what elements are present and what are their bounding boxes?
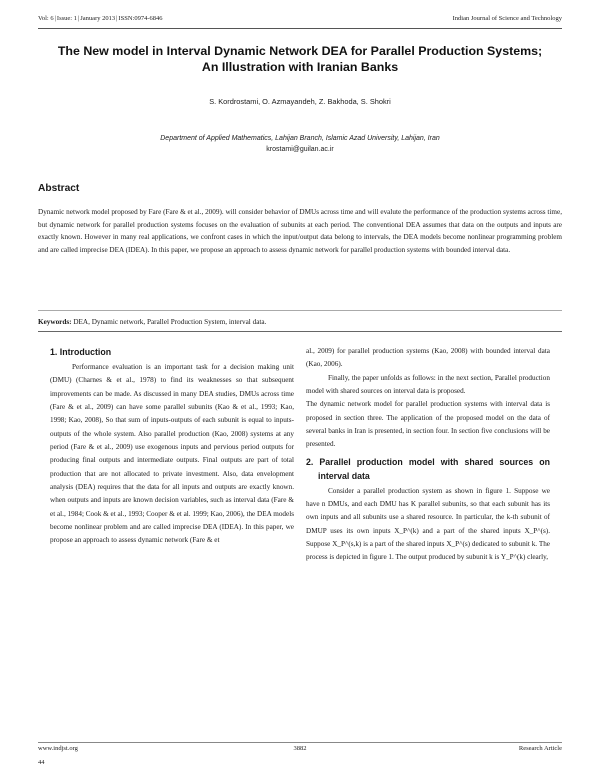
keywords-rule-bottom bbox=[38, 331, 562, 332]
title-line-1: The New model in Interval Dynamic Network DEA for Parallel Production Systems; bbox=[57, 44, 543, 58]
header-date: January 2013 bbox=[80, 15, 116, 22]
footer-article-type: Research Article bbox=[518, 745, 562, 752]
header-issue: Issue: 1 bbox=[56, 15, 77, 22]
right-column bbox=[306, 345, 550, 565]
running-footer bbox=[38, 745, 562, 757]
title-line-2: An Illustration with Iranian Banks bbox=[201, 60, 399, 74]
intro-paragraph-3: The dynamic network model for parallel production systems with interval data is proposed in section three. The application of the proposed model on the data of several banks in Iran is presented, in section four. In section five conclusions will be presented. bbox=[306, 400, 550, 449]
footer-page: 3882 bbox=[293, 745, 307, 752]
left-column bbox=[50, 345, 294, 548]
intro-paragraph-2: Finally, the paper unfolds as follows: in the next section, Parallel production model with shared sources on interval data is proposed. bbox=[306, 373, 550, 396]
abstract-heading: Abstract bbox=[38, 183, 80, 194]
author-email: krostami@guilan.ac.ir bbox=[266, 146, 334, 153]
paper-title bbox=[30, 43, 570, 75]
header-journal: Indian Journal of Science and Technology bbox=[452, 15, 562, 22]
keywords-rule-top bbox=[38, 310, 562, 311]
abstract-text: Dynamic network model proposed by Fare (Fare & et al., 2009). will consider behavior of DMUs across time and will evalute the performance of the production systems across time, but dynamic network for parallel production systems focuses on the evaluation of subunits at each period. The conventional DEA assumes that data on the outputs and inputs are exactly known. However in many real applications, we confront cases in which the input/output data belong to intervals, the DEA models become nonlinear programming problem and are called imprecise DEA (IDEA). In this paper, we propose an approach to assess dynamic network for parallel production systems with bounded interval data. bbox=[38, 208, 562, 254]
affiliation: Department of Applied Mathematics, Lahijan Branch, Islamic Azad University, Lahijan, Iran bbox=[160, 135, 440, 142]
header-vol: Vol: 6 bbox=[38, 15, 54, 22]
footer-site: www.indjst.org bbox=[38, 745, 78, 752]
header-issue-info: Vol: 6|Issue: 1|January 2013|ISSN:0974-6846 bbox=[38, 15, 163, 22]
authors: S. Kordrostami, O. Azmayandeh, Z. Bakhoda, S. Shokri bbox=[209, 97, 391, 106]
running-header bbox=[38, 15, 562, 27]
keywords-label: Keywords: bbox=[38, 318, 72, 326]
keywords bbox=[38, 318, 266, 326]
intro-paragraph-1: Performance evaluation is an important task for a decision making unit (DMU) (Charnes & et al., 1978) to find its weaknesses so that subsequent improvements can be made. As discussed in many DEA studies, DMUs across time (Fare & et al., 2009) can have some parallel subunits (Kao & et al., 1993; Kao, 1998; Kao, 2008), So that sum of inputs-outputs of each subunit is equal to inputs-outputs of the whole system. Also parallel production (Kao, 2008) systems at any period (Fare & et al., 2009) use exogenous inputs and pervious period outputs for producing final outputs and intermediate outputs. Final outputs are part of total production that are not allocated to private investment. Also, data envelopment analysis (DEA) requires that the data for all inputs and outputs are exactly known. when outputs and inputs are known decision variables, such as interval data (Fare & et al., 1984; Cook & et al., 1993; Cooper & et al. 1999; Kao, 2006), the DEA models become nonlinear problem and are called imprecise DEA (IDEA). In this paper, we propose an approach to assess dynamic network (Fare & et bbox=[50, 363, 294, 545]
keywords-text: DEA, Dynamic network, Parallel Production System, interval data. bbox=[73, 318, 267, 326]
section-2-heading: 2. Parallel production model with shared sources on interval data bbox=[306, 456, 550, 481]
section-2-paragraph-1: Consider a parallel production system as shown in figure 1. Suppose we have n DMUs, and each DMU has K parallel subunits, so that each subunit has its own inputs and all subunits use a shared resource. In particular, the k-th subunit of DMUP uses its own inputs X_P^(k) and a part of the shared inputs X_P^(s). Suppose X_P^(s,k) is a part of the shared inputs X_P^(s) dedicated to subunit k. The process is depicted in figure 1. The output produced by subunit k is Y_P^(k) clearly, bbox=[306, 486, 550, 562]
header-issn: ISSN:0974-6846 bbox=[118, 15, 163, 22]
section-1-heading: 1. Introduction bbox=[50, 347, 112, 357]
intro-paragraph-1-cont: al., 2009) for parallel production systems (Kao, 2008) with bounded interval data (Kao, 2006). bbox=[306, 347, 550, 369]
header-rule bbox=[38, 28, 562, 29]
footer-number: 44 bbox=[38, 759, 45, 766]
footer-rule bbox=[38, 742, 562, 743]
